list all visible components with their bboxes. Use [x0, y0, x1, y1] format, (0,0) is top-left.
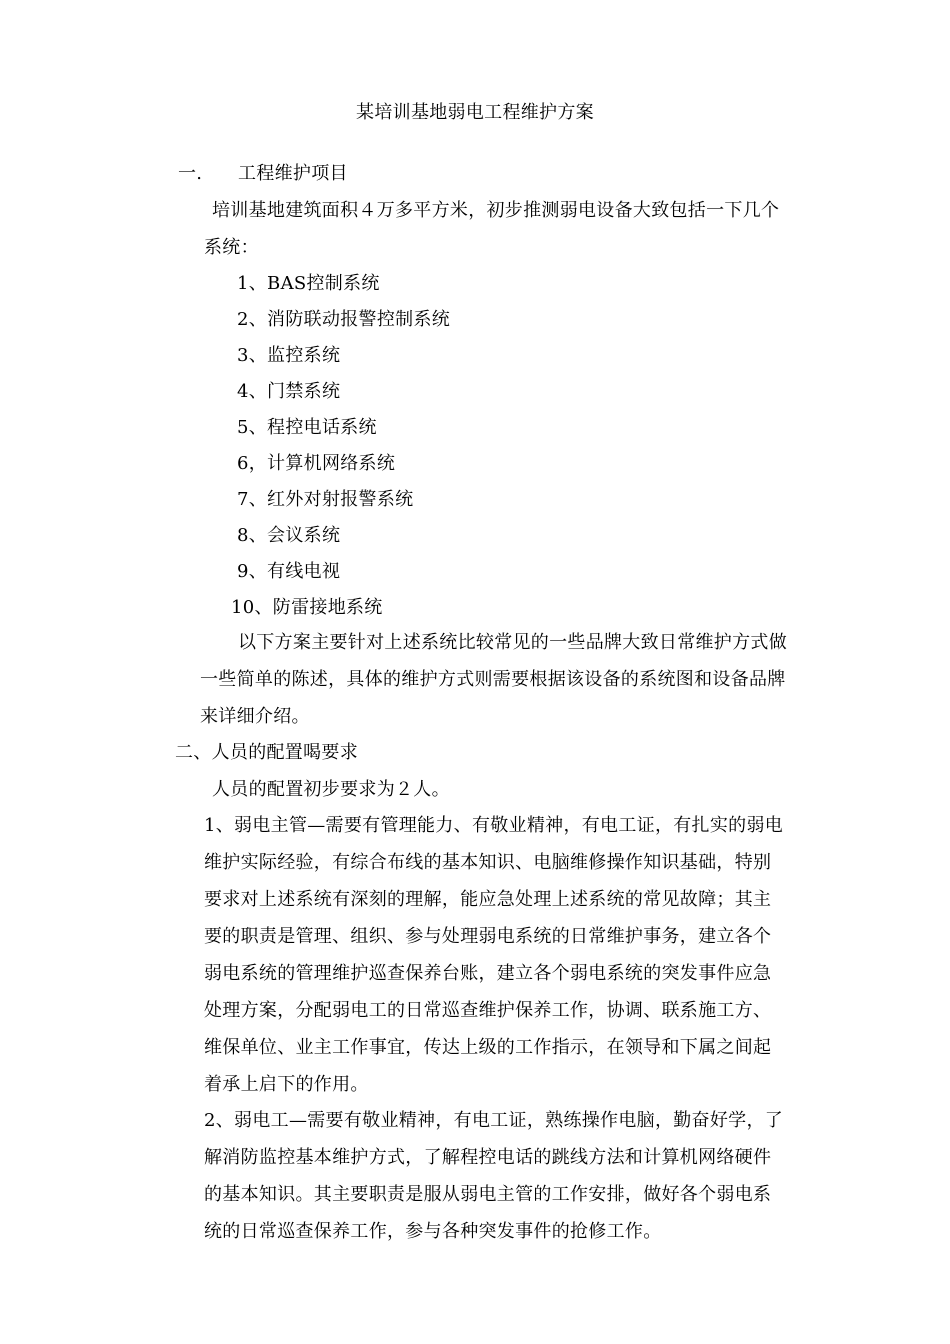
system-list-item: 9、有线电视	[237, 561, 341, 582]
role2-paragraph-line: 2、弱电工—需要有敬业精神，有电工证，熟练操作电脑，勤奋好学，了	[204, 1110, 784, 1131]
role1-paragraph-line: 维护实际经验，有综合布线的基本知识、电脑维修操作知识基础，特别	[204, 852, 772, 873]
section1-intro-line: 系统：	[204, 237, 259, 258]
section1-heading: 工程维护项目	[238, 163, 348, 184]
section2-intro: 人员的配置初步要求为２人。	[212, 779, 450, 800]
system-list-item: 7、红外对射报警系统	[237, 489, 414, 510]
role1-paragraph-line: 1、弱电主管—需要有管理能力、有敬业精神，有电工证，有扎实的弱电	[204, 815, 784, 836]
role1-paragraph-line: 处理方案，分配弱电工的日常巡查维护保养工作，协调、联系施工方、	[204, 1000, 772, 1021]
system-list-item: 10、防雷接地系统	[231, 597, 383, 618]
system-list-item: 2、消防联动报警控制系统	[237, 309, 451, 330]
section1-summary-line: 以下方案主要针对上述系统比较常见的一些品牌大致日常维护方式做	[238, 632, 787, 653]
section1-summary-line: 一些简单的陈述，具体的维护方式则需要根据该设备的系统图和设备品牌	[200, 669, 786, 690]
system-list-item: 8、会议系统	[237, 525, 341, 546]
system-list-item: 6，计算机网络系统	[237, 453, 396, 474]
role2-paragraph-line: 的基本知识。其主要职责是服从弱电主管的工作安排，做好各个弱电系	[204, 1184, 772, 1205]
section2-heading: 二、人员的配置喝要求	[175, 742, 358, 763]
role1-paragraph-line: 弱电系统的管理维护巡查保养台账，建立各个弱电系统的突发事件应急	[204, 963, 772, 984]
section1-intro-line: 培训基地建筑面积４万多平方米，初步推测弱电设备大致包括一下几个	[212, 200, 780, 221]
role1-paragraph-line: 要的职责是管理、组织、参与处理弱电系统的日常维护事务，建立各个	[204, 926, 772, 947]
system-list-item: 3、监控系统	[237, 345, 341, 366]
system-list-item: 5、程控电话系统	[237, 417, 377, 438]
role2-paragraph-line: 解消防监控基本维护方式，了解程控电话的跳线方法和计算机网络硬件	[204, 1147, 772, 1168]
role1-paragraph-line: 着承上启下的作用。	[204, 1074, 369, 1095]
document-title: 某培训基地弱电工程维护方案	[356, 102, 594, 123]
role2-paragraph-line: 统的日常巡查保养工作，参与各种突发事件的抢修工作。	[204, 1221, 662, 1242]
system-list-item: 1、BAS控制系统	[237, 273, 380, 294]
role1-paragraph-line: 维保单位、业主工作事宜，传达上级的工作指示，在领导和下属之间起	[204, 1037, 772, 1058]
section1-summary-line: 来详细介绍。	[200, 706, 310, 727]
section1-number: 一.	[178, 163, 203, 184]
system-list-item: 4、门禁系统	[237, 381, 341, 402]
role1-paragraph-line: 要求对上述系统有深刻的理解，能应急处理上述系统的常见故障；其主	[204, 889, 772, 910]
